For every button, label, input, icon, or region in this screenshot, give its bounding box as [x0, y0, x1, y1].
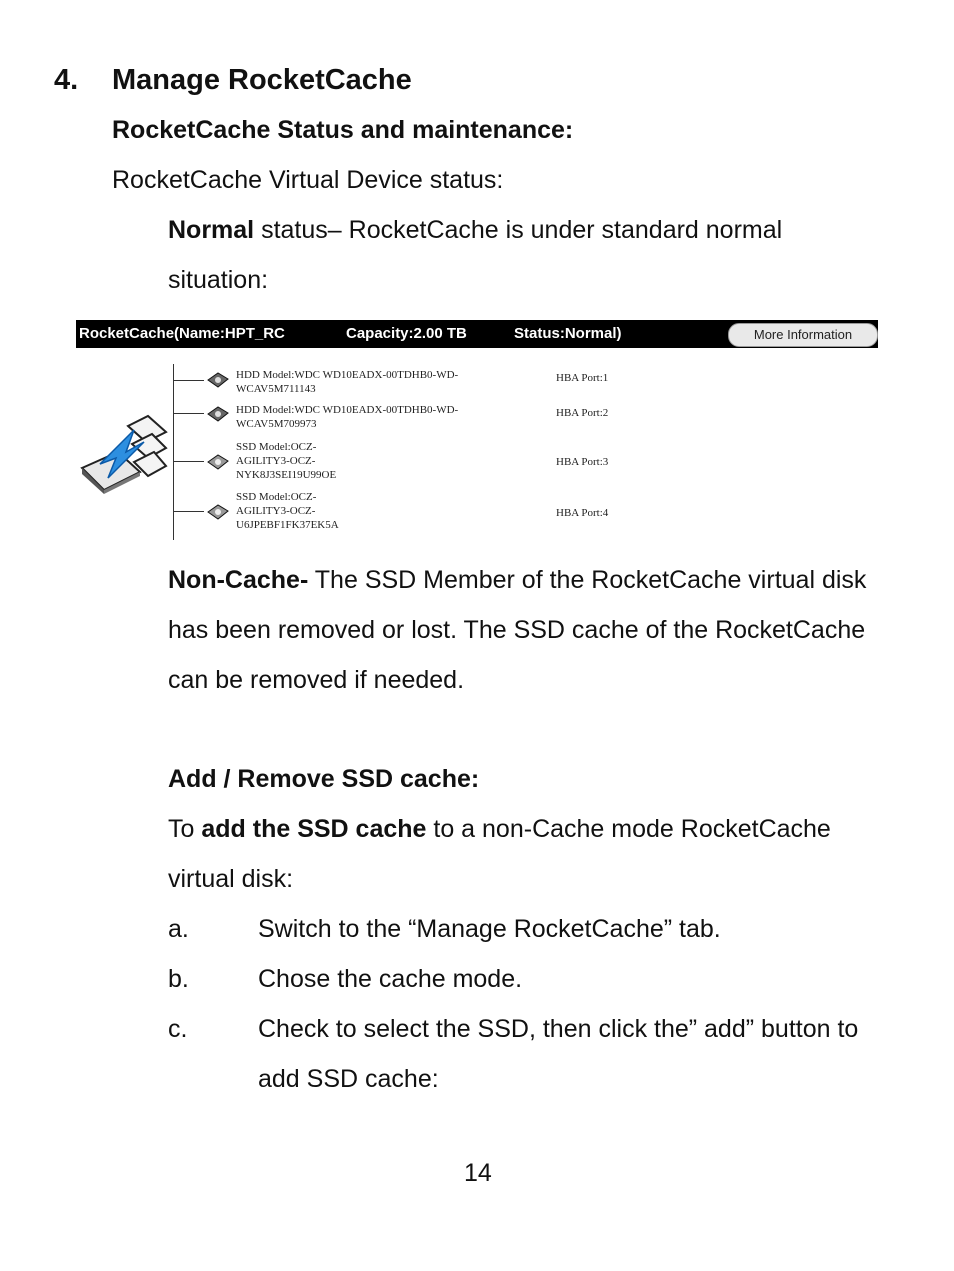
disk-model-line: SSD Model:OCZ-: [236, 441, 317, 453]
tree-vertical-line: [173, 364, 174, 540]
virtual-disk-icon: [78, 412, 170, 494]
normal-status-line: [168, 215, 782, 245]
noncache-text: The SSD Member of the RocketCache virtual disk: [308, 566, 867, 594]
intro-text: RocketCache Virtual Device status:: [112, 166, 504, 194]
addremove-to: To: [168, 815, 202, 843]
ssd-icon: [206, 502, 230, 522]
step-marker: a.: [168, 915, 189, 943]
step-marker: c.: [168, 1015, 188, 1043]
disk-port: HBA Port:1: [556, 372, 609, 384]
disk-model-line: AGILITY3-OCZ-: [236, 505, 316, 517]
more-information-button[interactable]: More Information: [728, 323, 878, 347]
tree-branch: [174, 380, 204, 381]
disk-model-line: AGILITY3-OCZ-: [236, 455, 316, 467]
disk-serial-line: NYK8J3SEI19U99OE: [236, 469, 337, 481]
addremove-line2: virtual disk:: [168, 865, 294, 893]
tree-branch: [174, 413, 204, 414]
normal-label: Normal: [168, 216, 255, 244]
rocketcache-header-bar: [76, 320, 878, 348]
rocketcache-status-screenshot: [76, 318, 880, 546]
disk-port: HBA Port:4: [556, 507, 609, 519]
ssd-icon: [206, 452, 230, 472]
page-number: 14: [464, 1159, 492, 1187]
noncache-label: Non-Cache-: [168, 566, 309, 594]
addremove-rest: to a non-Cache mode RocketCache: [426, 815, 831, 843]
disk-serial-line: WCAV5M709973: [236, 418, 317, 430]
addremove-bold: add the SSD cache: [201, 815, 427, 843]
step-marker: b.: [168, 965, 189, 993]
step-text: Check to select the SSD, then click the” add” button to: [258, 1015, 859, 1043]
addremove-heading: Add / Remove SSD cache:: [168, 765, 480, 793]
normal-text: status– RocketCache is under standard normal: [254, 216, 783, 244]
disk-serial-line: U6JPEBF1FK37EK5A: [236, 519, 339, 531]
step-text: Switch to the “Manage RocketCache” tab.: [258, 915, 721, 943]
disk-model-line: SSD Model:OCZ-: [236, 491, 317, 503]
disk-model-line: HDD Model:WDC WD10EADX-00TDHB0-WD-: [236, 369, 459, 381]
addremove-line1: [168, 814, 831, 844]
tree-branch: [174, 461, 204, 462]
noncache-line1: [168, 565, 866, 595]
normal-status-line2: situation:: [168, 266, 269, 294]
step-text: Chose the cache mode.: [258, 965, 523, 993]
section-title: Manage RocketCache: [112, 64, 412, 96]
disk-port: HBA Port:3: [556, 456, 609, 468]
hdd-icon: [206, 404, 230, 424]
disk-port: HBA Port:2: [556, 407, 609, 419]
header-name: RocketCache(Name:HPT_RC: [79, 325, 285, 342]
hdd-icon: [206, 370, 230, 390]
noncache-line2: has been removed or lost. The SSD cache of the RocketCache: [168, 616, 866, 644]
header-capacity: Capacity:2.00 TB: [346, 325, 467, 342]
header-status: Status:Normal): [514, 325, 622, 342]
subheading: RocketCache Status and maintenance:: [112, 116, 574, 144]
section-number: 4.: [54, 64, 79, 96]
noncache-line3: can be removed if needed.: [168, 666, 465, 694]
step-text-continued: add SSD cache:: [258, 1065, 439, 1093]
disk-serial-line: WCAV5M711143: [236, 383, 316, 395]
disk-model-line: HDD Model:WDC WD10EADX-00TDHB0-WD-: [236, 404, 459, 416]
tree-branch: [174, 511, 204, 512]
